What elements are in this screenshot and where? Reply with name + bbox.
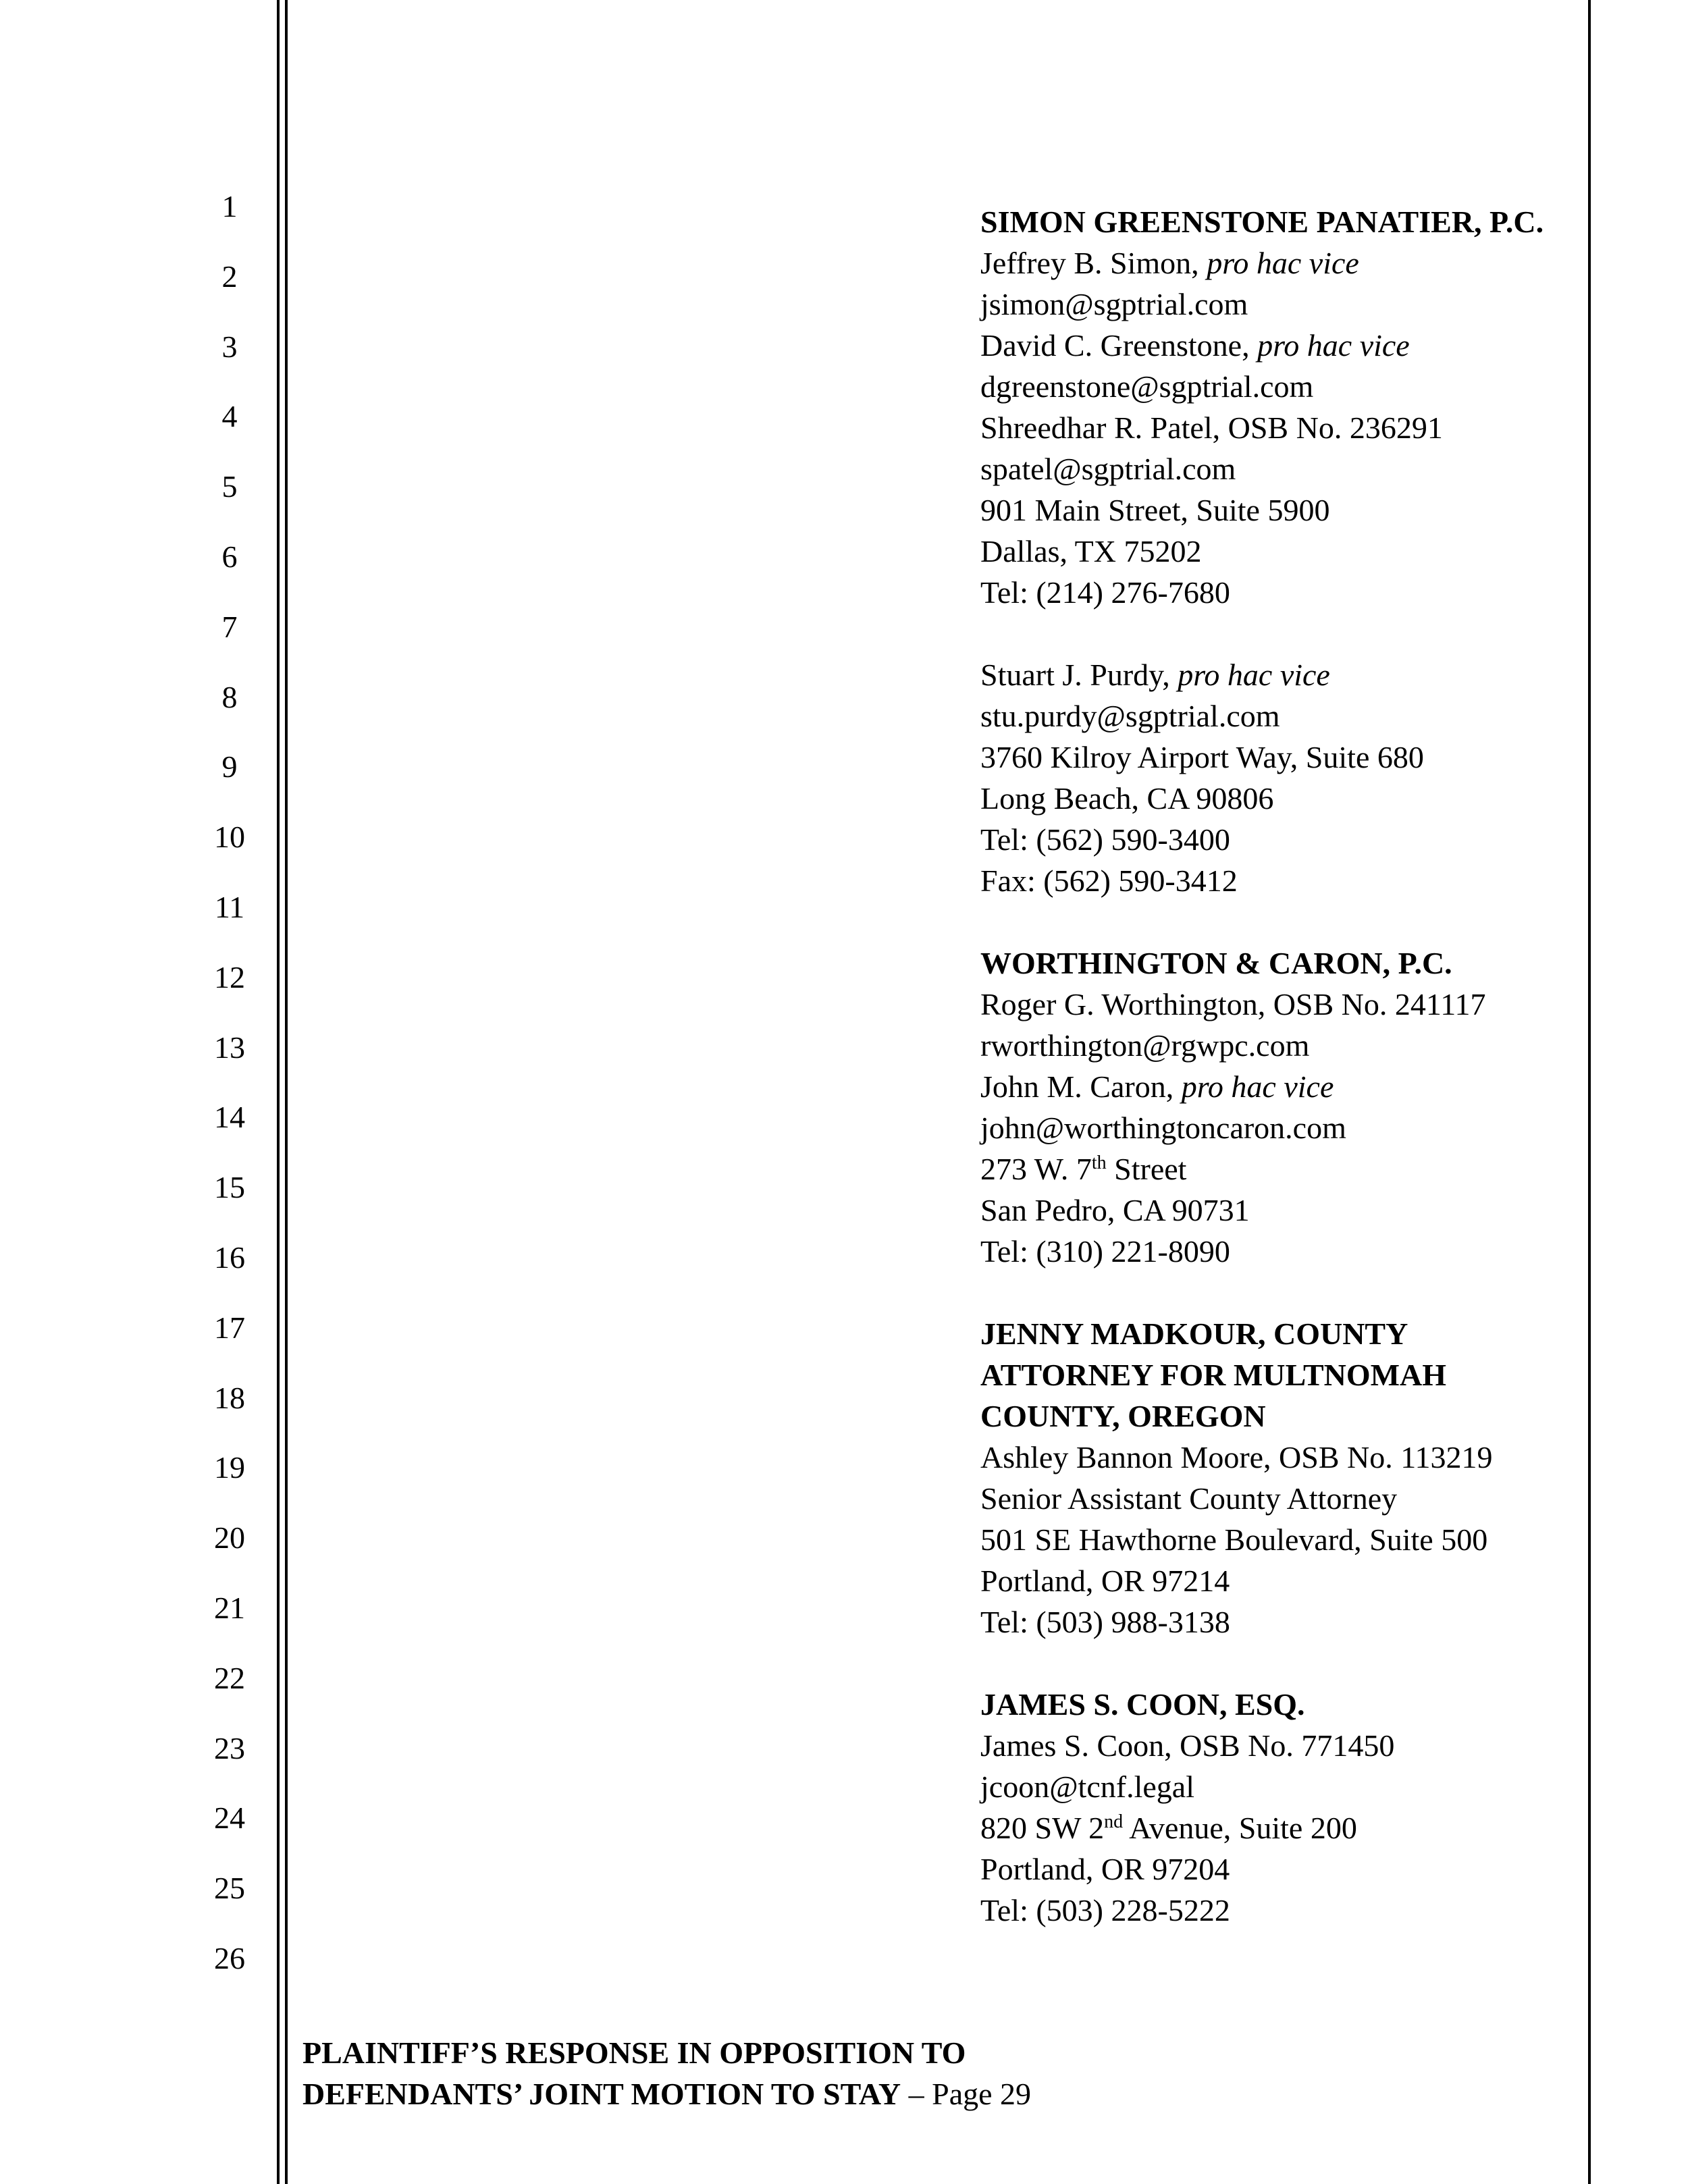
- telephone: Tel: (562) 590-3400: [980, 822, 1230, 857]
- email-patel: spatel@sgptrial.com: [980, 452, 1236, 486]
- attorney-moore: Ashley Bannon Moore, OSB No. 113219: [980, 1440, 1493, 1474]
- address-line-2: Portland, OR 97214: [980, 1564, 1230, 1598]
- address-line-1: 820 SW 2nd Avenue, Suite 200: [980, 1811, 1357, 1845]
- attorney-purdy: Stuart J. Purdy, pro hac vice: [980, 658, 1330, 692]
- telephone: Tel: (310) 221-8090: [980, 1234, 1230, 1269]
- email-purdy: stu.purdy@sgptrial.com: [980, 699, 1280, 733]
- address-line-1: 3760 Kilroy Airport Way, Suite 680: [980, 740, 1424, 774]
- firm-block-simon-greenstone: [980, 201, 1588, 613]
- attorney-caron: John M. Caron, pro hac vice: [980, 1069, 1334, 1104]
- line-number: 16: [214, 1240, 245, 1275]
- line-number: 20: [214, 1520, 245, 1555]
- line-number: 5: [221, 469, 238, 504]
- line-number: 21: [214, 1591, 245, 1625]
- line-number: 6: [221, 539, 238, 574]
- firm-name: WORTHINGTON & CARON, P.C.: [980, 946, 1452, 980]
- email-greenstone: dgreenstone@sgptrial.com: [980, 369, 1314, 404]
- attorney-title: Senior Assistant County Attorney: [980, 1481, 1398, 1516]
- firm-name-line-3: COUNTY, OREGON: [980, 1399, 1266, 1433]
- email-caron: john@worthingtoncaron.com: [980, 1111, 1346, 1145]
- firm-block-multnomah-county: [980, 1313, 1588, 1643]
- page-footer: [302, 2032, 1031, 2114]
- telephone: Tel: (214) 276-7680: [980, 575, 1230, 610]
- fax: Fax: (562) 590-3412: [980, 863, 1238, 898]
- attorney-simon: Jeffrey B. Simon, pro hac vice: [980, 246, 1359, 280]
- line-number: 7: [221, 609, 238, 644]
- firm-name: SIMON GREENSTONE PANATIER, P.C.: [980, 205, 1544, 239]
- line-number: 3: [221, 329, 238, 364]
- address-line-2: Long Beach, CA 90806: [980, 781, 1274, 816]
- email-coon: jcoon@tcnf.legal: [980, 1769, 1194, 1804]
- address-line-2: Dallas, TX 75202: [980, 534, 1202, 568]
- attorney-greenstone: David C. Greenstone, pro hac vice: [980, 328, 1410, 363]
- line-number: 24: [214, 1801, 245, 1836]
- address-line-1: 273 W. 7th Street: [980, 1152, 1187, 1186]
- signature-block: [980, 201, 1588, 1972]
- email-worthington: rworthington@rgwpc.com: [980, 1028, 1310, 1063]
- telephone: Tel: (503) 228-5222: [980, 1893, 1230, 1927]
- firm-block-simon-greenstone-long-beach: [980, 654, 1588, 901]
- line-number: 2: [221, 259, 238, 294]
- right-margin-rule: [1588, 0, 1591, 2184]
- attorney-patel: Shreedhar R. Patel, OSB No. 236291: [980, 410, 1443, 445]
- firm-name-line-1: JENNY MADKOUR, COUNTY: [980, 1316, 1408, 1351]
- line-number: 15: [214, 1170, 245, 1205]
- left-margin-rule-2: [285, 0, 288, 2184]
- line-number: 1: [221, 189, 238, 223]
- firm-block-worthington-caron: [980, 942, 1588, 1272]
- line-number: 10: [214, 820, 245, 855]
- line-number: 9: [221, 749, 238, 784]
- firm-name: JAMES S. COON, ESQ.: [980, 1687, 1305, 1722]
- left-margin-rule-1: [277, 0, 280, 2184]
- address-line-2: San Pedro, CA 90731: [980, 1193, 1250, 1227]
- line-number: 14: [214, 1100, 245, 1135]
- line-number: 25: [214, 1871, 245, 1906]
- line-number: 22: [214, 1660, 245, 1695]
- line-number: 13: [214, 1030, 245, 1065]
- line-number: 23: [214, 1730, 245, 1765]
- firm-block-coon: [980, 1684, 1588, 1931]
- footer-title-line-2: DEFENDANTS’ JOINT MOTION TO STAY – Page 29: [302, 2077, 1032, 2111]
- line-number: 12: [214, 959, 245, 994]
- line-number: 11: [214, 890, 245, 924]
- line-number: 8: [221, 679, 238, 714]
- address-line-1: 901 Main Street, Suite 5900: [980, 493, 1330, 527]
- line-number: 26: [214, 1941, 245, 1975]
- attorney-coon: James S. Coon, OSB No. 771450: [980, 1728, 1395, 1763]
- footer-title-line-1: PLAINTIFF’S RESPONSE IN OPPOSITION TO: [302, 2035, 966, 2070]
- address-line-2: Portland, OR 97204: [980, 1852, 1230, 1886]
- page-number: Page 29: [932, 2077, 1032, 2111]
- line-number: 19: [214, 1450, 245, 1485]
- telephone: Tel: (503) 988-3138: [980, 1605, 1230, 1639]
- attorney-worthington: Roger G. Worthington, OSB No. 241117: [980, 987, 1486, 1021]
- address-line-1: 501 SE Hawthorne Boulevard, Suite 500: [980, 1522, 1488, 1557]
- line-number: 17: [214, 1310, 245, 1345]
- line-number: 18: [214, 1380, 245, 1415]
- email-simon: jsimon@sgptrial.com: [980, 287, 1248, 321]
- line-number: 4: [221, 399, 238, 434]
- firm-name-line-2: ATTORNEY FOR MULTNOMAH: [980, 1358, 1447, 1392]
